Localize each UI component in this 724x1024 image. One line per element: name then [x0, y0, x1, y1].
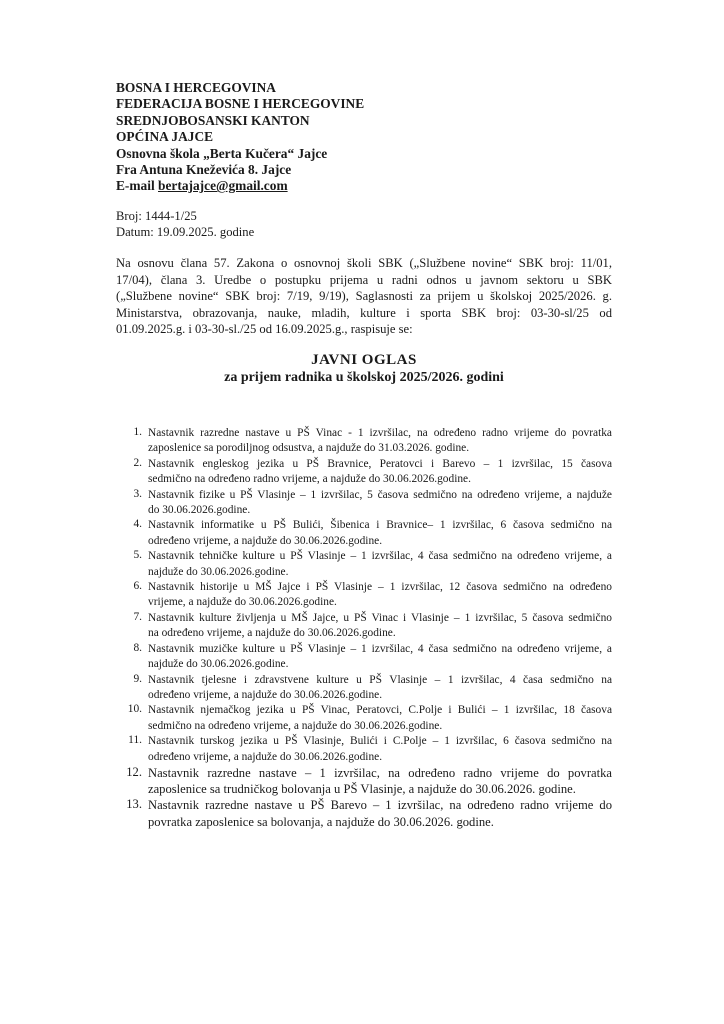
list-item — [118, 797, 612, 829]
item-number: 10. — [127, 703, 142, 716]
intro-line: Ministarstva, obrazovanja, nauke, mladih, kulture i sporta SBK broj: 03-30-sl/25 od — [116, 305, 612, 320]
title-sub: za prijem radnika u školskoj 2025/2026. godini — [224, 370, 504, 385]
item-number: 6. — [133, 580, 142, 593]
list-item — [118, 518, 612, 549]
item-line: određeno vrijeme, a najduže do 30.06.2026.godine. — [148, 534, 383, 547]
item-number: 8. — [133, 641, 142, 654]
item-line: sedmično na određeno vrijeme, a najduže do 30.06.2026.godine. — [148, 719, 443, 732]
list-item — [118, 488, 612, 519]
list-item — [118, 642, 612, 673]
intro-line: 01.09.2025.g. i 03-30-sl./25 od 16.09.2025.g., raspisuje se: — [116, 322, 413, 337]
title-main: JAVNI OGLAS — [311, 352, 417, 368]
letterhead-federation: FEDERACIJA BOSNE I HERCEGOVINE — [116, 96, 365, 112]
item-line: Nastavnik kulture življenja u MŠ Jajce, u PŠ Vinac i Vlasinje – 1 izvršilac, 5 časova sedmično — [148, 611, 612, 624]
list-item — [118, 611, 612, 642]
list-item — [118, 580, 612, 611]
item-number: 4. — [133, 518, 142, 531]
list-item — [118, 673, 612, 704]
item-line: zaposlenice sa porodiljnog odsustva, a najduže do 31.03.2026. godine. — [148, 442, 470, 455]
item-line: Nastavnik muzičke kulture u PŠ Vlasinje – 1 izvršilac, 4 časa sedmično na određeno vrijeme, a — [148, 642, 612, 655]
item-line: Nastavnik informatike u PŠ Bulići, Šibenica i Bravnice– 1 izvršilac, 6 časova sedmično na — [148, 519, 612, 532]
item-line: zaposlenice sa trudničkog bolovanja u PŠ Vlasinje, a najduže do 30.06.2026. godine. — [148, 782, 576, 797]
announcement-title — [116, 351, 612, 387]
list-item — [118, 734, 612, 765]
email-link[interactable]: bertajajce@gmail.com — [158, 178, 288, 194]
intro-line: 17/04), člana 3. Uredbe o postupku prijema u radni odnos u javnom sektoru u SBK — [116, 272, 612, 287]
email-label: E-mail — [116, 178, 159, 194]
item-line: Nastavnik razredne nastave – 1 izvršilac, na određeno radno vrijeme do povratka — [148, 765, 612, 780]
letterhead-address: Fra Antuna Kneževića 8. Jajce — [116, 162, 292, 178]
reference-number: Broj: 1444-1/25 — [116, 209, 197, 223]
item-line: određeno vrijeme, a najduže do 30.06.2026.godine. — [148, 750, 383, 763]
list-item — [118, 426, 612, 457]
item-number: 7. — [133, 610, 142, 623]
item-line: do 30.06.2026.godine. — [148, 504, 251, 517]
item-line: Nastavnik fizike u PŠ Vlasinje – 1 izvršilac, 5 časova sedmično na određeno vrijeme, a najduže — [148, 488, 612, 501]
letterhead-school: Osnovna škola „Berta Kučera“ Jajce — [116, 145, 328, 161]
letterhead-municipality: OPĆINA JAJCE — [116, 129, 214, 145]
item-number: 1. — [133, 426, 142, 438]
item-number: 13. — [126, 797, 142, 812]
item-number: 11. — [128, 734, 142, 747]
item-line: Nastavnik tehničke kulture u PŠ Vlasinje – 1 izvršilac, 4 časa sedmično na određeno vrijeme, a — [148, 550, 612, 563]
item-number: 2. — [133, 456, 142, 469]
item-line: vrijeme, a najduže do 30.06.2026.godine. — [148, 596, 337, 609]
item-number: 9. — [133, 672, 142, 685]
list-item — [118, 703, 612, 734]
item-line: određeno vrijeme, a najduže do 30.06.2026.godine. — [148, 688, 383, 701]
item-line: Nastavnik njemačkog jezika u PŠ Vinac, Peratovci, C.Polje i Bulići – 1 izvršilac, 18 časova — [148, 704, 612, 717]
document-reference — [116, 208, 254, 240]
item-line: Nastavnik razredne nastave u PŠ Barevo – 1 izvršilac, na određeno radno vrijeme do — [148, 798, 612, 813]
intro-paragraph — [116, 255, 612, 338]
positions-list — [118, 426, 612, 830]
item-number: 12. — [126, 764, 142, 779]
list-item — [118, 765, 612, 797]
list-item — [118, 457, 612, 488]
reference-date: Datum: 19.09.2025. godine — [116, 225, 255, 239]
letterhead-email — [116, 178, 536, 194]
letterhead-canton: SREDNJOBOSANSKI KANTON — [116, 112, 310, 128]
item-line: Nastavnik turskog jezika u PŠ Vlasinje, Bulići i C.Polje – 1 izvršilac, 6 časova sedmično na — [148, 735, 612, 748]
intro-line: („Službene novine“ SBK broj: 7/19, 9/19), Saglasnosti za prijem u školskoj 2025/2026. g. — [116, 289, 612, 304]
item-number: 3. — [133, 487, 142, 500]
list-item — [118, 549, 612, 580]
item-line: na određeno vrijeme, a najduže do 30.06.2026.godine. — [148, 627, 396, 640]
intro-line: Na osnovu člana 57. Zakona o osnovnoj školi SBK („Službene novine“ SBK broj: 11/01, — [116, 256, 612, 270]
item-line: sedmično na određeno radno vrijeme, a najduže do 30.06.2026.godine. — [148, 473, 471, 486]
item-line: Nastavnik tjelesne i zdravstvene kulture u PŠ Vlasinje – 1 izvršilac, 4 časa sedmično na — [148, 673, 612, 686]
item-number: 5. — [133, 549, 142, 562]
item-line: povratka zaposlenice sa bolovanja, a najduže do 30.06.2026. godine. — [148, 814, 494, 829]
item-line: Nastavnik razredne nastave u PŠ Vinac - 1 izvršilac, na određeno radno vrijeme do povratka — [148, 427, 612, 439]
item-line: Nastavnik historije u MŠ Jajce i PŠ Vlasinje – 1 izvršilac, 12 časova sedmično na određeno — [148, 581, 612, 594]
item-line: najduže do 30.06.2026.godine. — [148, 565, 289, 578]
item-line: Nastavnik engleskog jezika u PŠ Bravnice, Peratovci i Barevo – 1 izvršilac, 15 časova — [148, 457, 612, 470]
letterhead — [116, 80, 536, 195]
item-line: najduže do 30.06.2026.godine. — [148, 658, 289, 671]
letterhead-country: BOSNA I HERCEGOVINA — [116, 80, 276, 95]
